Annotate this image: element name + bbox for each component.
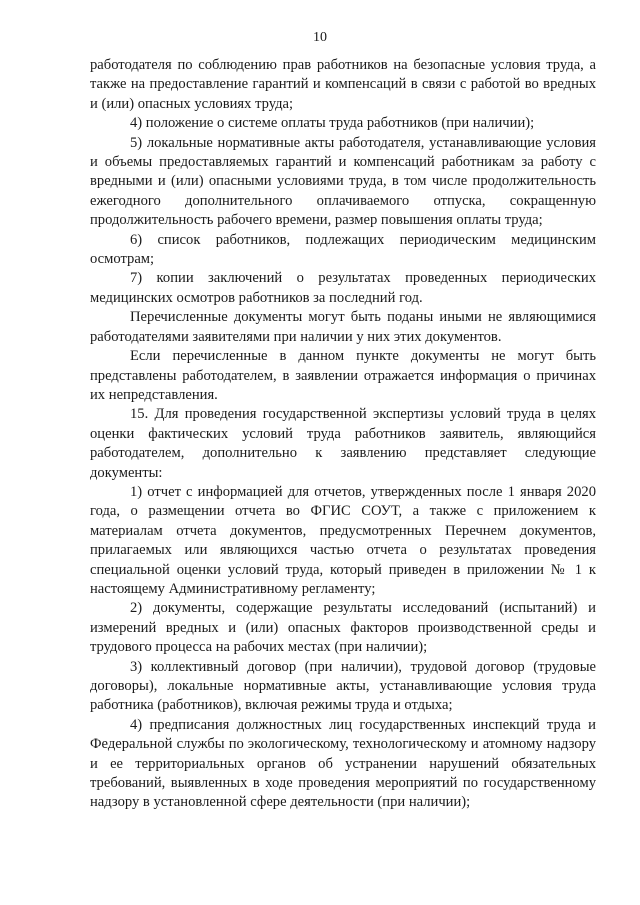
paragraph-item-4: 4) положение о системе оплаты труда работников (при наличии);: [130, 115, 535, 132]
paragraph-item-5: 5) локальные нормативные акты работодателя, устанавливающие условия и объемы предоставляемых гарантий и компенсаций работникам за работу с вредными и (или) опасными условиями труда, в том числе продолжительность ежегодного дополнительного оплачиваемого отпуска, сокращенную продолжительность рабочего времени, размер повышения оплаты труда;: [90, 134, 596, 229]
paragraph-section-15-item-3: 3) коллективный договор (при наличии), трудовой договор (трудовые договоры), локальные нормативные акты, устанавливающие условия труда работника (работников), включая режимы труда и отдыха;: [90, 658, 596, 714]
paragraph-section-15-item-4: 4) предписания должностных лиц государственных инспекций труда и Федеральной службы по экологическому, технологическому и атомному надзору и ее территориальных органов об устранении нарушений обязательных требований, выявленных в ходе проведения мероприятий по государственному надзору в установленной сфере деятельности (при наличии);: [90, 716, 596, 811]
document-body: [90, 56, 596, 813]
paragraph-section-15-item-1: 1) отчет с информацией для отчетов, утвержденных после 1 января 2020 года, о размещении отчета во ФГИС СОУТ, а также с приложением к материалам отчета документов, предусмотренных Перечнем документов, прилагаемых или являющихся частью отчета о результатах проведения специальной оценки условий труда, который приведен в приложении № 1 к настоящему Административному регламенту;: [90, 483, 596, 597]
paragraph-item-6: 6) список работников, подлежащих периодическим медицинским осмотрам;: [90, 231, 596, 268]
paragraph-section-15-item-2: 2) документы, содержащие результаты исследований (испытаний) и измерений вредных и (или) опасных факторов производственной среды и трудового процесса на рабочих местах (при наличии);: [90, 600, 596, 656]
paragraph-non-submission: Если перечисленные в данном пункте документы не могут быть представлены работодателем, в заявлении отражается информация о причинах их непредставления.: [90, 348, 596, 403]
paragraph-other-applicants: Перечисленные документы могут быть поданы иными не являющимися работодателями заявителями при наличии у них этих документов.: [90, 309, 596, 345]
paragraph-continuation: работодателя по соблюдению прав работников на безопасные условия труда, а также на предоставление гарантий и компенсаций в связи с работой во вредных и (или) опасных условиях труда;: [90, 57, 596, 112]
page-number: 10: [313, 30, 327, 45]
paragraph-section-15: 15. Для проведения государственной экспертизы условий труда в целях оценки фактических условий труда работников заявитель, являющийся работодателем, дополнительно к заявлению представляет следующие документы:: [90, 406, 596, 481]
paragraph-item-7: 7) копии заключений о результатах проведенных периодических медицинских осмотров работников за последний год.: [90, 270, 596, 306]
